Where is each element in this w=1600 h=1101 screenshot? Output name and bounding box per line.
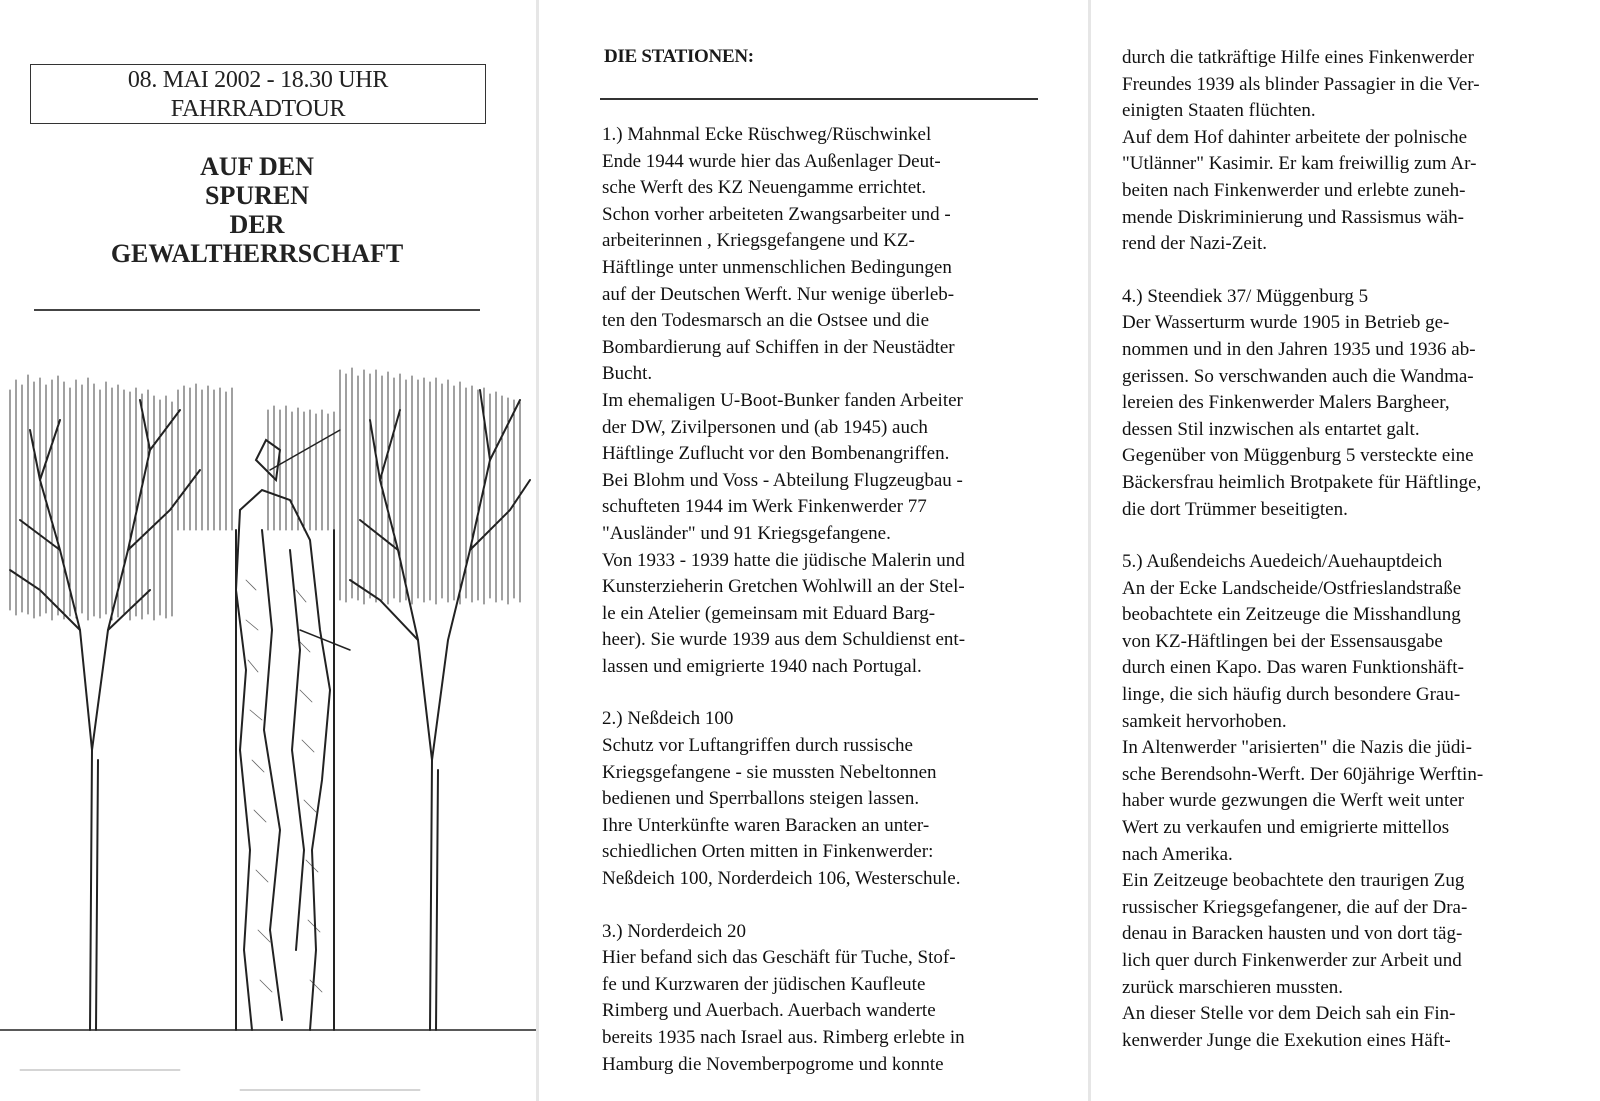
- fold-line-right: [1088, 0, 1091, 1101]
- continuation-panel: [1092, 0, 1600, 1101]
- station-5: 5.) Außendeichs Auedeich/Auehauptdeich An der Ecke Landscheide/Ostfrieslandstraße beobachtete ein Zeitzeuge die Misshandlung von KZ-Häftlingen bei der Essensausgabe durch einen Kapo. Das waren Funktionshäft- linge, die sich häufig durch besondere Grau- samkeit hervorhoben. In Altenwerder "arisierten" die Nazis die jüdi- sche Berendsohn-Werft. Der 60jährige Werftin- haber wurde gezwungen die Werft weit unter Wert zu verkaufen und emigrierte mittellos nach Amerika. Ein Zeitzeuge beobachtete den traurigen Zug russischer Kriegsgefangener, die auf der Dra- denau in Baracken hausten und von dort täg- lich quer durch Finkenwerder zur Arbeit und zurück marschieren mussten. An dieser Stelle vor dem Deich sah ein Fin- kenwerder Junge die Exekution eines Häft-: [1122, 551, 1484, 1051]
- stations-panel: [540, 0, 1088, 1101]
- fold-line-left: [536, 0, 539, 1101]
- stations-heading-rule: [600, 98, 1038, 100]
- event-line: FAHRRADTOUR: [170, 96, 346, 122]
- station-3: 3.) Norderdeich 20 Hier befand sich das Geschäft für Tuche, Stof- fe und Kurzwaren der jüdischen Kaufleute Rimberg und Auerbach. Auerbach wanderte bereits 1935 nach Israel aus. Rimberg erlebte in Hamburg die Novemberpogrome und konnte: [602, 920, 965, 1075]
- memorial-trees-illustration: [0, 330, 536, 1101]
- station-2: 2.) Neßdeich 100 Schutz vor Luftangriffen durch russische Kriegsgefangene - sie mussten Nebeltonnen bedienen und Sperrballons steigen lassen. Ihre Unterkünfte waren Baracken an unter- schiedlichen Orten mitten in Finkenwerder: Neßdeich 100, Norderdeich 106, Westerschule.: [602, 708, 961, 890]
- date-line: 08. MAI 2002 - 18.30 UHR: [127, 67, 389, 93]
- stations-column: [602, 122, 1072, 1101]
- station-1: 1.) Mahnmal Ecke Rüschweg/Rüschwinkel Ende 1944 wurde hier das Außenlager Deut- sche Werft des KZ Neuengamme errichtet. Schon vorher arbeiteten Zwangsarbeiter und - arbeiterinnen , Kriegsgefangene und KZ- Häftlinge unter unmenschlichen Bedingungen auf der Deutschen Werft. Nur wenige überleb- ten den Todesmarsch an die Ostsee und die Bombardierung auf Schiffen in der Neustädter Bucht. Im ehemaligen U-Boot-Bunker fanden Arbeiter der DW, Zivilpersonen und (ab 1945) auch Häftlinge Zuflucht vor den Bombenangriffen. Bei Blohm und Voss - Abteilung Flugzeugbau - schufteten 1944 im Werk Finkenwerder 77 "Ausländer" und 91 Kriegsgefangene. Von 1933 - 1939 hatte die jüdische Malerin und Kunsterzieherin Gretchen Wohlwill an der Stel- le ein Atelier (gemeinsam mit Eduard Barg- heer). Sie wurde 1939 aus dem Schuldienst ent- lassen und emigrierte 1940 nach Portugal.: [602, 124, 966, 677]
- continuation-column: [1122, 45, 1592, 1080]
- station-3-continued: durch die tatkräftige Hilfe eines Finkenwerder Freundes 1939 als blinder Passagier in die Ver- einigten Staaten flüchten. Auf dem Hof dahinter arbeitete der polnische "Utlänner" Kasimir. Er kam freiwillig zum Ar- beiten nach Finkenwerder und erlebte zuneh- mende Diskriminierung und Rassismus wäh- rend der Nazi-Zeit.: [1122, 47, 1480, 255]
- station-4: 4.) Steendiek 37/ Müggenburg 5 Der Wasserturm wurde 1905 in Betrieb ge- nommen und in den Jahren 1935 und 1936 ab- gerissen. So verschwanden auch die Wandma- lereien des Finkenwerder Malers Bargheer, dessen Stil inzwischen als entartet galt. Gegenüber von Müggenburg 5 versteckte eine Bäckersfrau heimlich Brotpakete für Häftlinge, die dort Trümmer beseitigten.: [1122, 285, 1482, 520]
- stations-heading: DIE STATIONEN:: [604, 46, 754, 67]
- cover-divider: [34, 309, 480, 311]
- cover-panel: [0, 0, 536, 1101]
- cover-title: AUF DEN SPUREN DER GEWALTHERRSCHAFT: [110, 152, 404, 268]
- date-box: [30, 64, 486, 124]
